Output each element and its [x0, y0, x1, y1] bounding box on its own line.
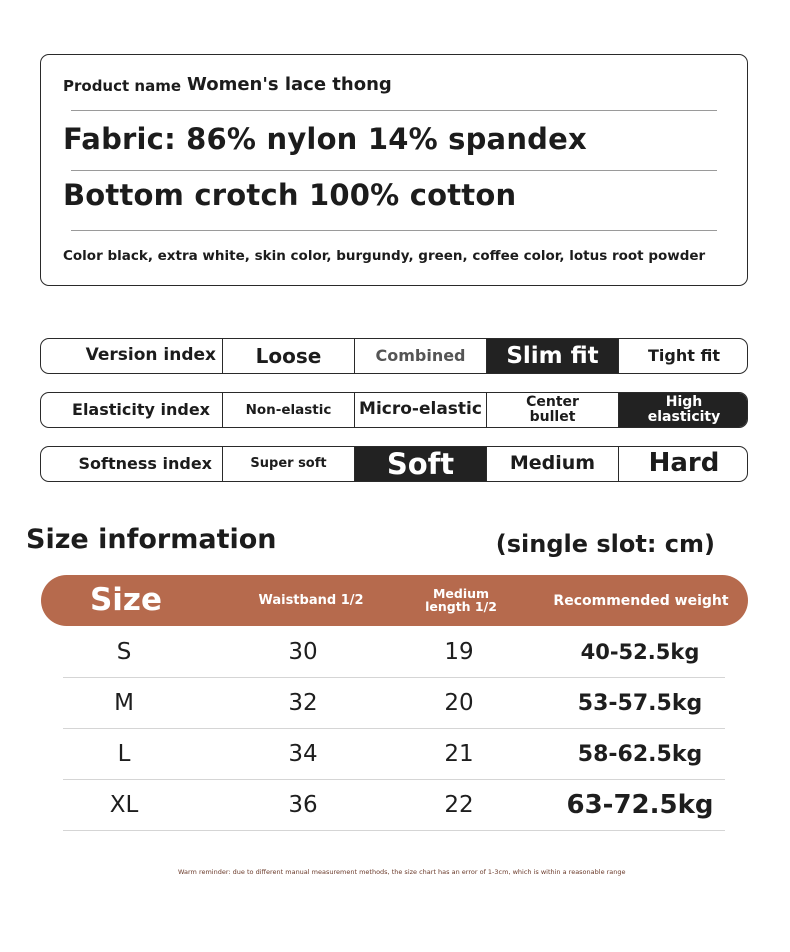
elasticity-option-micro-elastic: Micro-elastic — [354, 393, 486, 427]
weight-cell: 40-52.5kg — [580, 640, 700, 664]
version-option-combined: Combined — [354, 339, 486, 373]
header-size: Size — [89, 582, 163, 618]
length-cell: 20 — [444, 690, 474, 716]
header-recommended-weight: Recommended weight — [553, 592, 729, 609]
product-name-value: Women's lace thong — [187, 74, 392, 95]
table-row — [63, 627, 725, 678]
length-cell: 19 — [444, 639, 474, 665]
softness-option-medium: Medium — [486, 447, 618, 481]
version-index-row — [40, 338, 748, 374]
divider — [71, 110, 717, 111]
table-row — [63, 780, 725, 831]
product-name-label: Product name — [63, 77, 182, 95]
size-cell: L — [117, 741, 131, 767]
size-cell: XL — [109, 792, 139, 818]
softness-option-hard: Hard — [618, 447, 748, 481]
waist-cell: 30 — [288, 639, 318, 665]
softness-option-soft: Soft — [354, 447, 486, 481]
table-row — [63, 729, 725, 780]
table-row — [63, 678, 725, 729]
warm-reminder — [168, 865, 626, 879]
version-option-tight-fit: Tight fit — [618, 339, 748, 373]
length-cell: 22 — [444, 792, 474, 818]
length-cell: 21 — [444, 741, 474, 767]
weight-cell: 63-72.5kg — [566, 790, 714, 820]
elasticity-option-center-bullet: Center bullet — [486, 393, 618, 427]
elasticity-index-row — [40, 392, 748, 428]
waist-cell: 36 — [288, 792, 318, 818]
elasticity-option-high-elasticity: High elasticity — [618, 393, 748, 427]
softness-index-row — [40, 446, 748, 482]
crotch-composition: Bottom crotch 100% cotton — [63, 178, 517, 212]
size-info-title: Size information — [26, 524, 277, 555]
elasticity-option-non-elastic: Non-elastic — [222, 393, 354, 427]
size-table-header — [41, 575, 748, 626]
reminder-text: Warm reminder: due to different manual measurement methods, the size chart has an error of 1-3cm, which is within a reasonable range — [178, 868, 626, 876]
version-option-loose: Loose — [222, 339, 354, 373]
version-option-slim-fit: Slim fit — [486, 339, 618, 373]
divider — [71, 170, 717, 171]
version-index-label: Version index — [85, 345, 216, 366]
weight-cell: 53-57.5kg — [577, 690, 703, 716]
divider — [71, 230, 717, 231]
header-waistband: Waistband 1/2 — [258, 593, 364, 608]
softness-option-super-soft: Super soft — [222, 447, 354, 481]
fabric-composition: Fabric: 86% nylon 14% spandex — [63, 122, 587, 156]
waist-cell: 32 — [288, 690, 318, 716]
size-unit-note: (single slot: cm) — [495, 530, 715, 558]
weight-cell: 58-62.5kg — [577, 741, 703, 767]
product-info-card — [40, 54, 748, 286]
size-cell: M — [114, 690, 134, 716]
elasticity-index-label: Elasticity index — [72, 399, 210, 419]
color-options: Color black, extra white, skin color, burgundy, green, coffee color, lotus root powder — [63, 248, 706, 264]
softness-index-label: Softness index — [78, 453, 212, 473]
waist-cell: 34 — [288, 741, 318, 767]
header-medium-length: Medium length 1/2 — [425, 586, 497, 614]
size-cell: S — [116, 639, 132, 665]
